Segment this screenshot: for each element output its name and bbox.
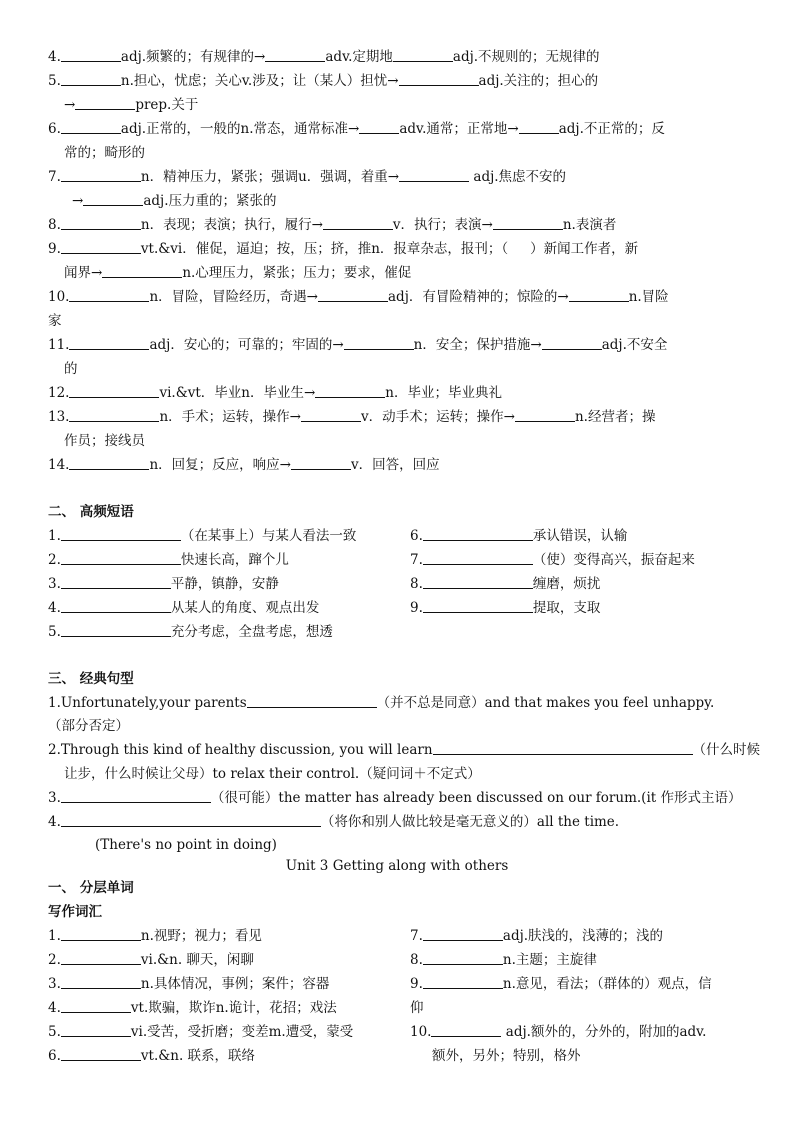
phrase-item: 5. 充分考虑，全盘考虑，想透: [48, 624, 333, 640]
answer-blank[interactable]: [423, 950, 503, 965]
answer-blank[interactable]: [75, 95, 135, 110]
vocab-item-10: 10. n．冒险，冒险经历，奇遇→ adj．有冒险精神的；惊险的→ n.冒险: [48, 289, 669, 305]
answer-blank[interactable]: [265, 47, 325, 62]
sentence-item-2: 2.Through this kind of healthy discussion, you will learn （什么时候: [48, 742, 761, 758]
answer-blank[interactable]: [61, 598, 171, 613]
answer-blank[interactable]: [569, 287, 629, 302]
answer-blank[interactable]: [515, 407, 575, 422]
word-item: 7. adj.肤浅的，浅薄的；浅的: [410, 928, 664, 944]
word-item: 3. n.具体情况，事例；案件；容器: [48, 976, 330, 992]
sentence-item-1-note: （部分否定）: [48, 718, 129, 734]
answer-blank[interactable]: [102, 263, 182, 278]
section-title-sentences: 三、 经典句型: [48, 671, 134, 687]
sentence-item-1: 1.Unfortunately,your parents （并不总是同意）and that makes you feel unhappy.: [48, 695, 715, 711]
answer-blank[interactable]: [399, 71, 479, 86]
phrase-item: 3. 平静，镇静，安静: [48, 576, 279, 592]
answer-blank[interactable]: [61, 550, 181, 565]
answer-blank[interactable]: [69, 383, 159, 398]
answer-blank[interactable]: [61, 119, 121, 134]
vocab-item-11: 11. adj．安心的；可靠的；牢固的→ n．安全；保护措施→ adj.不安全: [48, 337, 668, 353]
answer-blank[interactable]: [433, 740, 693, 755]
answer-blank[interactable]: [61, 71, 121, 86]
word-item: 6. vt.&n. 联系，联络: [48, 1048, 256, 1064]
phrase-item: 7. （使）变得高兴，振奋起来: [410, 552, 695, 568]
phrase-item: 9. 提取，支取: [410, 600, 601, 616]
subsection-writing-vocab: 写作词汇: [48, 904, 102, 920]
word-item: 1. n.视野；视力；看见: [48, 928, 262, 944]
unit-title: Unit 3 Getting along with others: [285, 858, 509, 874]
answer-blank[interactable]: [61, 622, 171, 637]
answer-blank[interactable]: [61, 812, 321, 827]
answer-blank[interactable]: [69, 407, 159, 422]
answer-blank[interactable]: [423, 574, 533, 589]
answer-blank[interactable]: [291, 455, 351, 470]
vocab-item-14: 14. n．回复；反应，响应→ v．回答，回应: [48, 457, 440, 473]
vocab-item-8: 8. n．表现；表演；执行，履行→ v．执行；表演→ n.表演者: [48, 217, 617, 233]
word-item: 10. adj.额外的，分外的，附加的adv.: [410, 1024, 707, 1040]
sentence-item-3: 3. （很可能）the matter has already been discussed on our forum.(it 作形式主语）: [48, 790, 742, 806]
answer-blank[interactable]: [318, 287, 388, 302]
answer-blank[interactable]: [61, 950, 141, 965]
answer-blank[interactable]: [247, 693, 377, 708]
answer-blank[interactable]: [423, 550, 533, 565]
sentence-item-2-cont: 让步，什么时候让父母）to relax their control.（疑问词＋不定式）: [64, 766, 481, 782]
section-title-words: 一、 分层单词: [48, 880, 134, 896]
answer-blank[interactable]: [69, 287, 149, 302]
vocab-item-7-cont: → adj.压力重的；紧张的: [72, 193, 277, 209]
answer-blank[interactable]: [61, 998, 131, 1013]
vocab-item-11-cont: 的: [64, 361, 78, 377]
answer-blank[interactable]: [344, 335, 414, 350]
phrase-item: 8. 缠磨，烦扰: [410, 576, 601, 592]
answer-blank[interactable]: [301, 407, 361, 422]
vocab-item-9: 9. vt.&vi．催促，逼迫；按，压；挤，推n．报章杂志，报刊；（ ）新闻工作者，新: [48, 241, 639, 257]
answer-blank[interactable]: [431, 1022, 501, 1037]
vocab-item-9-cont: 闻界→ n.心理压力，紧张；压力；要求，催促: [64, 265, 412, 281]
answer-blank[interactable]: [69, 455, 149, 470]
vocab-item-6-cont: 常的；畸形的: [64, 145, 145, 161]
answer-blank[interactable]: [423, 526, 533, 541]
answer-blank[interactable]: [542, 335, 602, 350]
answer-blank[interactable]: [61, 47, 121, 62]
answer-blank[interactable]: [61, 574, 171, 589]
answer-blank[interactable]: [519, 119, 559, 134]
answer-blank[interactable]: [323, 215, 393, 230]
vocab-item-5-cont: → prep.关于: [64, 97, 199, 113]
answer-blank[interactable]: [61, 926, 141, 941]
answer-blank[interactable]: [61, 167, 141, 182]
answer-blank[interactable]: [315, 383, 385, 398]
answer-blank[interactable]: [423, 926, 503, 941]
answer-blank[interactable]: [423, 598, 533, 613]
phrase-item: 2. 快速长高，蹿个儿: [48, 552, 289, 568]
word-item: 4. vt.欺骗，欺诈n.诡计，花招；戏法: [48, 1000, 337, 1016]
word-item: 9. n.意见，看法；（群体的）观点，信: [410, 976, 712, 992]
vocab-item-10-cont: 家: [48, 313, 62, 329]
word-item: 2. vi.&n. 聊天，闲聊: [48, 952, 254, 968]
answer-blank[interactable]: [61, 215, 141, 230]
answer-blank[interactable]: [423, 974, 503, 989]
word-item: 5. vi.受苦，受折磨；变差m.遭受，蒙受: [48, 1024, 354, 1040]
vocab-item-13: 13. n．手术；运转，操作→ v．动手术；运转；操作→ n.经营者；操: [48, 409, 656, 425]
vocab-item-5: 5. n.担心，忧虑；关心v.涉及；让（某人）担忧→ adj.关注的；担心的: [48, 73, 599, 89]
answer-blank[interactable]: [493, 215, 563, 230]
vocab-item-6: 6. adj.正常的，一般的n.常态，通常标准→ adv.通常；正常地→ adj.不正常的；反: [48, 121, 665, 137]
word-item-cont: 仰: [410, 1000, 424, 1016]
vocab-item-4: 4. adj.频繁的；有规律的→ adv.定期地 adj.不规则的；无规律的: [48, 49, 600, 65]
answer-blank[interactable]: [69, 335, 149, 350]
answer-blank[interactable]: [61, 526, 181, 541]
answer-blank[interactable]: [61, 1046, 141, 1061]
vocab-item-13-cont: 作员；接线员: [64, 433, 145, 449]
vocab-item-7: 7. n．精神压力，紧张；强调u．强调，着重→ adj.焦虑不安的: [48, 169, 567, 185]
sentence-item-4: 4. （将你和别人做比较是毫无意义的）all the time.: [48, 814, 620, 830]
vocab-item-12: 12. vi.&vt．毕业n．毕业生→ n．毕业；毕业典礼: [48, 385, 502, 401]
answer-blank[interactable]: [359, 119, 399, 134]
word-item-cont: 额外，另外；特别，格外: [432, 1048, 581, 1064]
answer-blank[interactable]: [399, 167, 469, 182]
answer-blank[interactable]: [61, 239, 141, 254]
answer-blank[interactable]: [61, 974, 141, 989]
answer-blank[interactable]: [393, 47, 453, 62]
sentence-item-4-hint: (There's no point in doing): [95, 837, 277, 853]
answer-blank[interactable]: [83, 191, 143, 206]
word-item: 8. n.主题；主旋律: [410, 952, 597, 968]
phrase-item: 4. 从某人的角度、观点出发: [48, 600, 320, 616]
answer-blank[interactable]: [61, 1022, 131, 1037]
phrase-item: 6. 承认错误，认输: [410, 528, 628, 544]
answer-blank[interactable]: [61, 788, 211, 803]
phrase-item: 1. （在某事上）与某人看法一致: [48, 528, 357, 544]
section-title-phrases: 二、 高频短语: [48, 504, 134, 520]
